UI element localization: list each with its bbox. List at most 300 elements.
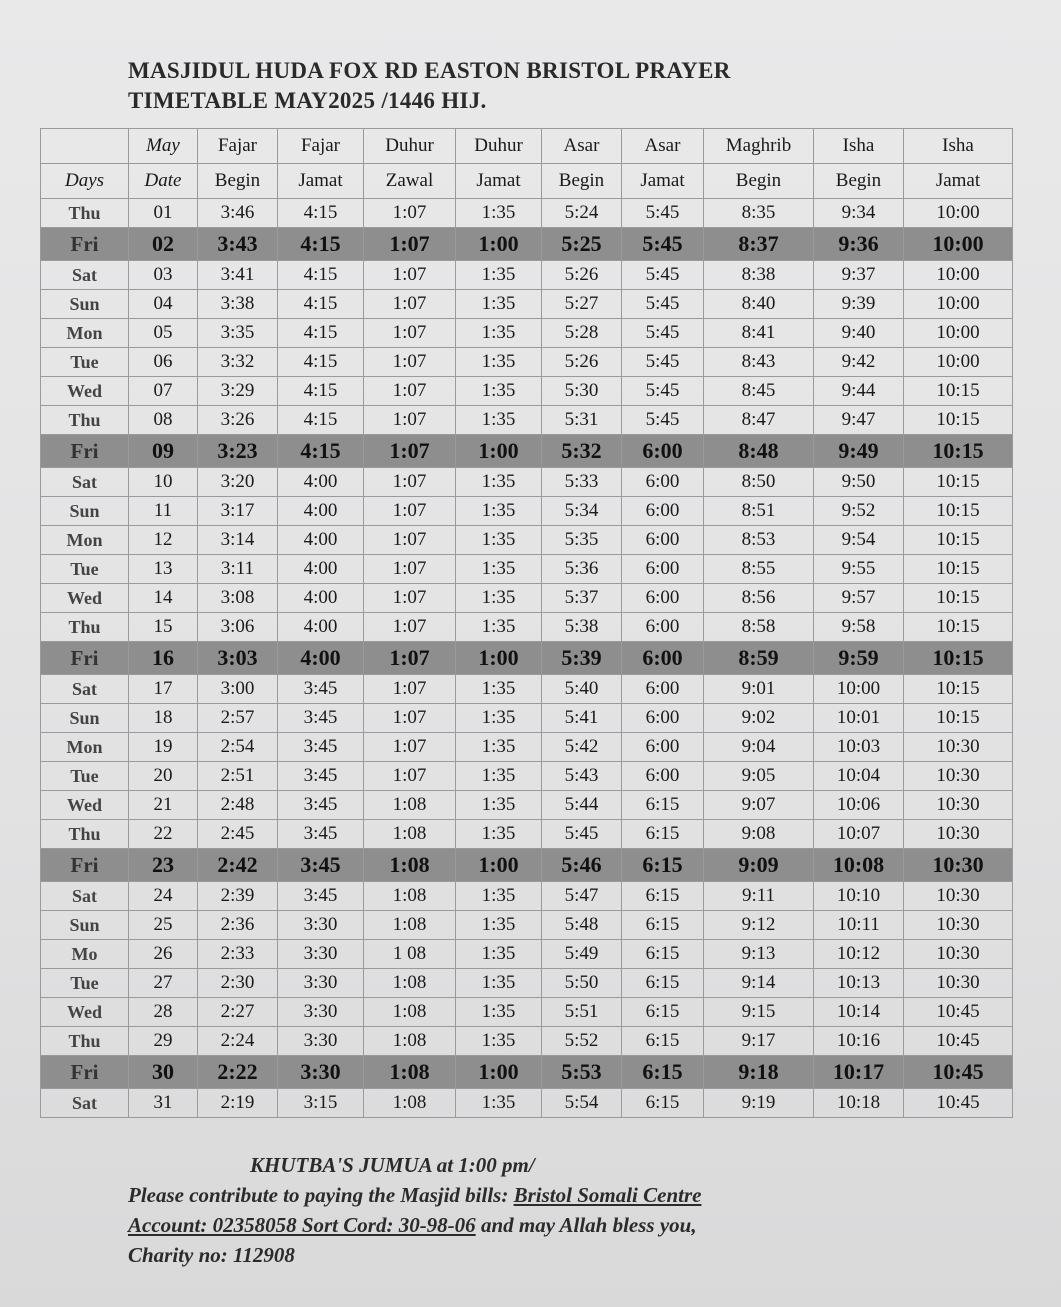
time-cell: 6:15 — [622, 969, 704, 998]
time-cell: 5:33 — [542, 468, 622, 497]
time-cell: 3:45 — [278, 762, 364, 791]
day-cell: Tue — [41, 969, 129, 998]
day-cell: Fri — [41, 642, 129, 675]
time-cell: 10:12 — [814, 940, 904, 969]
table-row — [41, 555, 1013, 584]
time-cell: 4:15 — [278, 435, 364, 468]
time-cell: 3:06 — [198, 613, 278, 642]
time-cell: 5:52 — [542, 1027, 622, 1056]
time-cell: 9:13 — [704, 940, 814, 969]
time-cell: 10:15 — [904, 675, 1013, 704]
time-cell: 1:35 — [456, 468, 542, 497]
table-row — [41, 526, 1013, 555]
time-cell: 4:00 — [278, 555, 364, 584]
date-cell: 19 — [129, 733, 198, 762]
timetable-body — [41, 199, 1013, 1118]
time-cell: 10:15 — [904, 406, 1013, 435]
time-cell: 1:35 — [456, 733, 542, 762]
time-cell: 5:27 — [542, 290, 622, 319]
header-cell: Begin — [198, 164, 278, 199]
table-row — [41, 998, 1013, 1027]
time-cell: 2:24 — [198, 1027, 278, 1056]
table-row — [41, 1056, 1013, 1089]
time-cell: 5:32 — [542, 435, 622, 468]
header-cell: Jamat — [456, 164, 542, 199]
time-cell: 5:41 — [542, 704, 622, 733]
time-cell: 6:15 — [622, 791, 704, 820]
day-cell: Mon — [41, 319, 129, 348]
day-cell: Tue — [41, 348, 129, 377]
time-cell: 1:07 — [364, 642, 456, 675]
table-row — [41, 1027, 1013, 1056]
time-cell: 1:35 — [456, 290, 542, 319]
time-cell: 6:15 — [622, 820, 704, 849]
date-cell: 06 — [129, 348, 198, 377]
time-cell: 9:18 — [704, 1056, 814, 1089]
time-cell: 9:04 — [704, 733, 814, 762]
time-cell: 9:54 — [814, 526, 904, 555]
day-cell: Fri — [41, 435, 129, 468]
table-row — [41, 377, 1013, 406]
time-cell: 8:56 — [704, 584, 814, 613]
time-cell: 6:00 — [622, 584, 704, 613]
time-cell: 9:59 — [814, 642, 904, 675]
day-cell: Sat — [41, 675, 129, 704]
time-cell: 5:36 — [542, 555, 622, 584]
time-cell: 10:00 — [814, 675, 904, 704]
time-cell: 4:15 — [278, 377, 364, 406]
time-cell: 9:37 — [814, 261, 904, 290]
day-cell: Mon — [41, 733, 129, 762]
time-cell: 8:51 — [704, 497, 814, 526]
header-cell: Begin — [542, 164, 622, 199]
time-cell: 5:26 — [542, 348, 622, 377]
time-cell: 3:15 — [278, 1089, 364, 1118]
time-cell: 1:00 — [456, 228, 542, 261]
table-row — [41, 675, 1013, 704]
date-cell: 08 — [129, 406, 198, 435]
day-cell: Sat — [41, 882, 129, 911]
table-row — [41, 940, 1013, 969]
time-cell: 6:15 — [622, 882, 704, 911]
time-cell: 5:45 — [622, 406, 704, 435]
time-cell: 10:15 — [904, 377, 1013, 406]
time-cell: 3:45 — [278, 733, 364, 762]
time-cell: 5:24 — [542, 199, 622, 228]
time-cell: 1:07 — [364, 675, 456, 704]
time-cell: 6:00 — [622, 613, 704, 642]
time-cell: 10:30 — [904, 911, 1013, 940]
time-cell: 3:46 — [198, 199, 278, 228]
time-cell: 3:17 — [198, 497, 278, 526]
time-cell: 8:47 — [704, 406, 814, 435]
header-cell: Duhur — [364, 129, 456, 164]
time-cell: 10:30 — [904, 849, 1013, 882]
date-cell: 10 — [129, 468, 198, 497]
time-cell: 3:20 — [198, 468, 278, 497]
time-cell: 9:39 — [814, 290, 904, 319]
time-cell: 1:08 — [364, 998, 456, 1027]
time-cell: 5:54 — [542, 1089, 622, 1118]
time-cell: 5:34 — [542, 497, 622, 526]
time-cell: 5:37 — [542, 584, 622, 613]
time-cell: 5:38 — [542, 613, 622, 642]
header-cell: Jamat — [278, 164, 364, 199]
header-cell: Asar — [622, 129, 704, 164]
table-row — [41, 791, 1013, 820]
time-cell: 2:51 — [198, 762, 278, 791]
time-cell: 10:45 — [904, 1089, 1013, 1118]
time-cell: 3:30 — [278, 940, 364, 969]
date-cell: 14 — [129, 584, 198, 613]
date-cell: 25 — [129, 911, 198, 940]
time-cell: 10:15 — [904, 642, 1013, 675]
time-cell: 1:07 — [364, 762, 456, 791]
time-cell: 1:35 — [456, 940, 542, 969]
time-cell: 5:48 — [542, 911, 622, 940]
time-cell: 10:45 — [904, 998, 1013, 1027]
day-cell: Thu — [41, 613, 129, 642]
time-cell: 5:44 — [542, 791, 622, 820]
time-cell: 6:15 — [622, 911, 704, 940]
day-cell: Mo — [41, 940, 129, 969]
contribute-text: Please contribute to paying the Masjid bills: — [128, 1183, 509, 1207]
time-cell: 1:35 — [456, 613, 542, 642]
time-cell: 1:35 — [456, 584, 542, 613]
table-row — [41, 762, 1013, 791]
title-line-2: TIMETABLE MAY2025 /1446 HIJ. — [128, 88, 487, 113]
time-cell: 1:35 — [456, 406, 542, 435]
time-cell: 8:43 — [704, 348, 814, 377]
time-cell: 8:59 — [704, 642, 814, 675]
time-cell: 5:45 — [622, 199, 704, 228]
header-cell: Jamat — [904, 164, 1013, 199]
time-cell: 8:35 — [704, 199, 814, 228]
blessing-text: and may Allah bless you, — [480, 1213, 697, 1237]
time-cell: 5:45 — [622, 290, 704, 319]
header-cell: Zawal — [364, 164, 456, 199]
time-cell: 10:00 — [904, 199, 1013, 228]
time-cell: 5:51 — [542, 998, 622, 1027]
time-cell: 8:48 — [704, 435, 814, 468]
table-row — [41, 849, 1013, 882]
header-cell: Fajar — [198, 129, 278, 164]
time-cell: 1 08 — [364, 940, 456, 969]
time-cell: 10:08 — [814, 849, 904, 882]
time-cell: 10:01 — [814, 704, 904, 733]
date-cell: 29 — [129, 1027, 198, 1056]
time-cell: 10:15 — [904, 584, 1013, 613]
time-cell: 9:40 — [814, 319, 904, 348]
time-cell: 1:07 — [364, 435, 456, 468]
time-cell: 5:46 — [542, 849, 622, 882]
time-cell: 5:45 — [622, 377, 704, 406]
time-cell: 9:36 — [814, 228, 904, 261]
time-cell: 3:29 — [198, 377, 278, 406]
time-cell: 1:35 — [456, 319, 542, 348]
time-cell: 9:58 — [814, 613, 904, 642]
header-row-2 — [41, 164, 1013, 199]
time-cell: 1:00 — [456, 642, 542, 675]
time-cell: 8:37 — [704, 228, 814, 261]
time-cell: 1:35 — [456, 820, 542, 849]
time-cell: 1:07 — [364, 584, 456, 613]
time-cell: 9:08 — [704, 820, 814, 849]
time-cell: 9:14 — [704, 969, 814, 998]
time-cell: 6:00 — [622, 555, 704, 584]
time-cell: 1:08 — [364, 969, 456, 998]
table-row — [41, 820, 1013, 849]
time-cell: 1:08 — [364, 911, 456, 940]
day-cell: Wed — [41, 998, 129, 1027]
time-cell: 4:15 — [278, 261, 364, 290]
time-cell: 3:38 — [198, 290, 278, 319]
time-cell: 3:00 — [198, 675, 278, 704]
time-cell: 1:07 — [364, 468, 456, 497]
date-cell: 05 — [129, 319, 198, 348]
time-cell: 3:30 — [278, 969, 364, 998]
time-cell: 10:00 — [904, 261, 1013, 290]
time-cell: 1:08 — [364, 882, 456, 911]
time-cell: 9:50 — [814, 468, 904, 497]
time-cell: 10:17 — [814, 1056, 904, 1089]
time-cell: 10:10 — [814, 882, 904, 911]
time-cell: 3:41 — [198, 261, 278, 290]
time-cell: 6:00 — [622, 468, 704, 497]
time-cell: 5:45 — [622, 348, 704, 377]
time-cell: 2:19 — [198, 1089, 278, 1118]
time-cell: 10:15 — [904, 526, 1013, 555]
time-cell: 3:30 — [278, 911, 364, 940]
day-cell: Thu — [41, 199, 129, 228]
time-cell: 8:53 — [704, 526, 814, 555]
time-cell: 9:02 — [704, 704, 814, 733]
time-cell: 1:07 — [364, 555, 456, 584]
time-cell: 3:14 — [198, 526, 278, 555]
time-cell: 4:00 — [278, 497, 364, 526]
header-cell: Fajar — [278, 129, 364, 164]
table-row — [41, 642, 1013, 675]
time-cell: 4:15 — [278, 348, 364, 377]
time-cell: 1:07 — [364, 261, 456, 290]
header-cell: Duhur — [456, 129, 542, 164]
time-cell: 5:45 — [622, 228, 704, 261]
time-cell: 1:08 — [364, 1056, 456, 1089]
time-cell: 8:40 — [704, 290, 814, 319]
table-row — [41, 261, 1013, 290]
header-cell: Begin — [704, 164, 814, 199]
time-cell: 2:36 — [198, 911, 278, 940]
time-cell: 9:19 — [704, 1089, 814, 1118]
time-cell: 9:15 — [704, 998, 814, 1027]
date-cell: 24 — [129, 882, 198, 911]
time-cell: 1:35 — [456, 998, 542, 1027]
time-cell: 9:34 — [814, 199, 904, 228]
time-cell: 5:49 — [542, 940, 622, 969]
header-cell: Isha — [814, 129, 904, 164]
date-cell: 16 — [129, 642, 198, 675]
time-cell: 6:15 — [622, 940, 704, 969]
time-cell: 2:57 — [198, 704, 278, 733]
time-cell: 1:00 — [456, 849, 542, 882]
time-cell: 5:40 — [542, 675, 622, 704]
table-row — [41, 468, 1013, 497]
table-row — [41, 733, 1013, 762]
date-cell: 01 — [129, 199, 198, 228]
date-cell: 31 — [129, 1089, 198, 1118]
date-cell: 22 — [129, 820, 198, 849]
prayer-timetable — [40, 128, 1013, 1118]
time-cell: 1:07 — [364, 613, 456, 642]
time-cell: 6:00 — [622, 675, 704, 704]
time-cell: 6:00 — [622, 704, 704, 733]
table-row — [41, 882, 1013, 911]
time-cell: 3:45 — [278, 882, 364, 911]
time-cell: 1:00 — [456, 1056, 542, 1089]
time-cell: 4:15 — [278, 319, 364, 348]
day-cell: Fri — [41, 228, 129, 261]
time-cell: 10:30 — [904, 820, 1013, 849]
time-cell: 9:17 — [704, 1027, 814, 1056]
time-cell: 5:50 — [542, 969, 622, 998]
time-cell: 5:31 — [542, 406, 622, 435]
time-cell: 10:16 — [814, 1027, 904, 1056]
time-cell: 9:42 — [814, 348, 904, 377]
time-cell: 4:00 — [278, 526, 364, 555]
time-cell: 3:03 — [198, 642, 278, 675]
time-cell: 2:27 — [198, 998, 278, 1027]
time-cell: 5:39 — [542, 642, 622, 675]
date-cell: 07 — [129, 377, 198, 406]
header-cell: Begin — [814, 164, 904, 199]
header-cell: Asar — [542, 129, 622, 164]
table-row — [41, 969, 1013, 998]
time-cell: 5:42 — [542, 733, 622, 762]
time-cell: 1:07 — [364, 228, 456, 261]
day-cell: Sat — [41, 468, 129, 497]
time-cell: 1:35 — [456, 526, 542, 555]
time-cell: 2:45 — [198, 820, 278, 849]
day-cell: Wed — [41, 377, 129, 406]
time-cell: 2:33 — [198, 940, 278, 969]
day-cell: Mon — [41, 526, 129, 555]
time-cell: 3:45 — [278, 849, 364, 882]
day-cell: Fri — [41, 1056, 129, 1089]
table-row — [41, 1089, 1013, 1118]
time-cell: 1:07 — [364, 348, 456, 377]
header-cell — [41, 129, 129, 164]
date-cell: 21 — [129, 791, 198, 820]
time-cell: 1:07 — [364, 377, 456, 406]
time-cell: 6:00 — [622, 435, 704, 468]
day-cell: Thu — [41, 820, 129, 849]
time-cell: 5:45 — [622, 261, 704, 290]
time-cell: 10:13 — [814, 969, 904, 998]
table-row — [41, 613, 1013, 642]
footer-notes — [128, 1150, 928, 1270]
time-cell: 1:35 — [456, 199, 542, 228]
time-cell: 3:45 — [278, 704, 364, 733]
time-cell: 3:43 — [198, 228, 278, 261]
time-cell: 9:57 — [814, 584, 904, 613]
time-cell: 5:28 — [542, 319, 622, 348]
header-cell: Jamat — [622, 164, 704, 199]
time-cell: 1:35 — [456, 675, 542, 704]
table-row — [41, 199, 1013, 228]
time-cell: 3:32 — [198, 348, 278, 377]
time-cell: 1:35 — [456, 348, 542, 377]
time-cell: 9:52 — [814, 497, 904, 526]
date-cell: 28 — [129, 998, 198, 1027]
time-cell: 3:45 — [278, 791, 364, 820]
day-cell: Sun — [41, 497, 129, 526]
time-cell: 1:08 — [364, 1027, 456, 1056]
date-cell: 09 — [129, 435, 198, 468]
day-cell: Wed — [41, 584, 129, 613]
date-cell: 04 — [129, 290, 198, 319]
time-cell: 3:11 — [198, 555, 278, 584]
time-cell: 4:15 — [278, 290, 364, 319]
date-cell: 17 — [129, 675, 198, 704]
day-cell: Wed — [41, 791, 129, 820]
time-cell: 10:00 — [904, 228, 1013, 261]
table-row — [41, 497, 1013, 526]
time-cell: 1:35 — [456, 555, 542, 584]
time-cell: 9:55 — [814, 555, 904, 584]
table-row — [41, 911, 1013, 940]
time-cell: 1:35 — [456, 377, 542, 406]
time-cell: 9:11 — [704, 882, 814, 911]
time-cell: 1:07 — [364, 704, 456, 733]
khutba-note: KHUTBA'S JUMUA at 1:00 pm/ — [250, 1153, 535, 1177]
time-cell: 8:55 — [704, 555, 814, 584]
time-cell: 1:35 — [456, 497, 542, 526]
time-cell: 10:06 — [814, 791, 904, 820]
time-cell: 5:30 — [542, 377, 622, 406]
time-cell: 1:07 — [364, 497, 456, 526]
time-cell: 8:45 — [704, 377, 814, 406]
time-cell: 6:15 — [622, 1056, 704, 1089]
time-cell: 9:12 — [704, 911, 814, 940]
time-cell: 5:45 — [622, 319, 704, 348]
time-cell: 1:35 — [456, 261, 542, 290]
time-cell: 3:30 — [278, 1027, 364, 1056]
time-cell: 5:35 — [542, 526, 622, 555]
day-cell: Tue — [41, 762, 129, 791]
day-cell: Sat — [41, 261, 129, 290]
date-cell: 20 — [129, 762, 198, 791]
time-cell: 8:58 — [704, 613, 814, 642]
table-row — [41, 348, 1013, 377]
table-row — [41, 704, 1013, 733]
time-cell: 3:45 — [278, 820, 364, 849]
time-cell: 9:49 — [814, 435, 904, 468]
header-row-1 — [41, 129, 1013, 164]
time-cell: 10:45 — [904, 1027, 1013, 1056]
time-cell: 1:00 — [456, 435, 542, 468]
time-cell: 3:45 — [278, 675, 364, 704]
date-cell: 27 — [129, 969, 198, 998]
time-cell: 6:15 — [622, 998, 704, 1027]
time-cell: 4:15 — [278, 228, 364, 261]
time-cell: 2:54 — [198, 733, 278, 762]
time-cell: 10:15 — [904, 435, 1013, 468]
time-cell: 2:30 — [198, 969, 278, 998]
time-cell: 10:30 — [904, 733, 1013, 762]
time-cell: 1:07 — [364, 290, 456, 319]
header-cell: Maghrib — [704, 129, 814, 164]
time-cell: 3:26 — [198, 406, 278, 435]
